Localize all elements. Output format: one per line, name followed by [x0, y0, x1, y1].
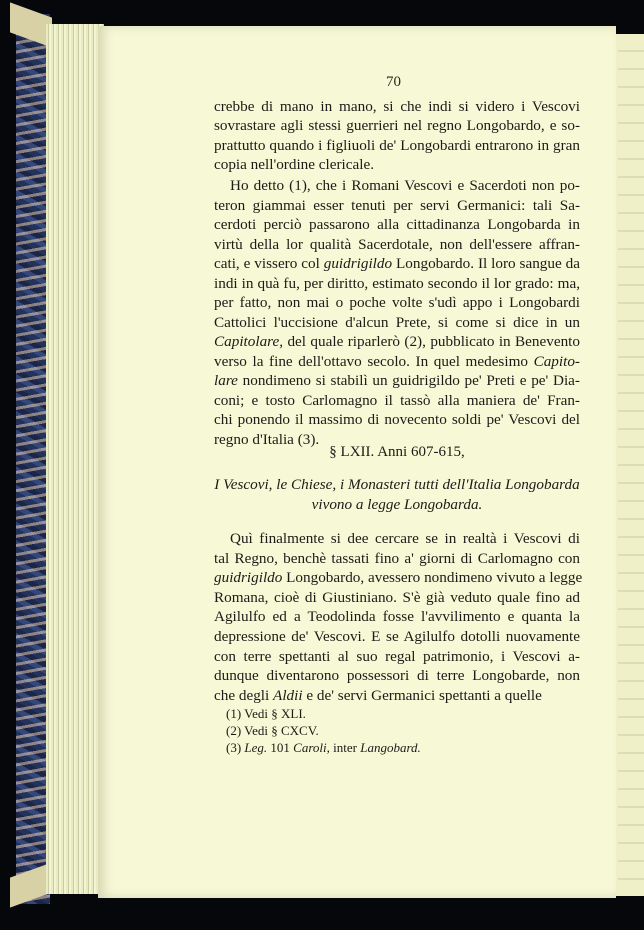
- text-line: Capitolare, del quale riparlerò (2), pubblicato in Benevento: [214, 333, 580, 350]
- text-line: che degli Aldii e de' servi Germanici spettanti a quelle: [214, 686, 542, 704]
- text-line: crebbe di mano in mano, si che indi si videro i Vescovi: [214, 98, 580, 115]
- facing-page-edge: [612, 34, 644, 896]
- text-line: teron giammai esser tenuti per servi Germanici: tali Sa-: [214, 196, 580, 214]
- text-line: sovrastare agli stessi guerrieri nel regno Longobardo, e so-: [214, 117, 580, 135]
- text-line: prattutto quando i figliuoli de' Longobardi entrarono in gran: [214, 136, 580, 154]
- text-line: chi ponendo il massimo di novecento soldi pe' Vescovi del: [214, 411, 580, 428]
- marbled-cover-edge: [16, 14, 50, 904]
- footnote: (2) Vedi § CXCV.: [226, 723, 319, 738]
- text-line: cati, e vissero col guidrigildo Longobardo. Il loro sangue da: [214, 255, 580, 272]
- text-line: virtù della lor qualità Sacerdotale, non dell'essere affran-: [214, 235, 580, 253]
- text-line: copia nell'ordine clericale.: [214, 155, 375, 173]
- text-line: regno d'Italia (3).: [214, 430, 320, 448]
- text-line: lare nondimeno si stabilì un guidrigildo pe' Preti e pe' Dia-: [214, 372, 580, 389]
- text-line: Ho detto (1), che i Romani Vescovi e Sacerdoti non po-: [230, 177, 580, 194]
- text-line: coni; e tosto Carlomagno il tassò alla maniera de' Fran-: [214, 391, 580, 409]
- text-line: verso la fine dell'ottavo secolo. In quel medesimo Capito-: [214, 352, 580, 370]
- text-line: per fatto, non mai o poche volte s'udì appo i Longobardi: [214, 294, 580, 311]
- text-line: Romana, cioè di Giustiniano. S'è già veduto quale fino ad: [214, 588, 580, 606]
- page-number: 70: [386, 74, 401, 90]
- text-line: cerdoti perciò passarono alla cittadinanza Longobarda in: [214, 216, 580, 233]
- text-line: Agilulfo ed a Teodolinda fosse l'avvilimento e quanta la: [214, 608, 580, 626]
- section-title-line-2: vivono a legge Longobarda.: [311, 496, 483, 513]
- text-line: Quì finalmente si dee cercare se in realtà i Vescovi di: [230, 530, 580, 547]
- section-title-line-1: I Vescovi, le Chiese, i Monasteri tutti dell'Italia Longobarda: [214, 476, 580, 493]
- text-line: tal Regno, benchè tassati fino a' giorni di Carlomagno con: [214, 549, 580, 567]
- text-line: indi in quà fu, per diritto, estimato secondo il lor grado: ma,: [214, 274, 580, 292]
- footnote: (1) Vedi § XLI.: [226, 706, 306, 721]
- text-line: Cattolici l'uccisione d'alcun Prete, si come si dice in un: [214, 313, 580, 331]
- section-heading: § LXII. Anni 607-615,: [329, 444, 465, 460]
- page-stack-edge: [46, 24, 104, 894]
- text-line: con terre spettanti al suo regal patrimonio, i Vescovi a-: [214, 647, 580, 665]
- footnote: (3) Leg. 101 Caroli, inter Langobard.: [226, 740, 421, 755]
- text-line: guidrigildo Longobardo, avessero nondimeno vivuto a legge: [214, 569, 583, 587]
- text-line: depressione de' Vescovi. E se Agilulfo dotolli nuovamente: [214, 628, 580, 645]
- text-line: dunque diventarono possessori di terre Longobarde, non: [214, 667, 580, 685]
